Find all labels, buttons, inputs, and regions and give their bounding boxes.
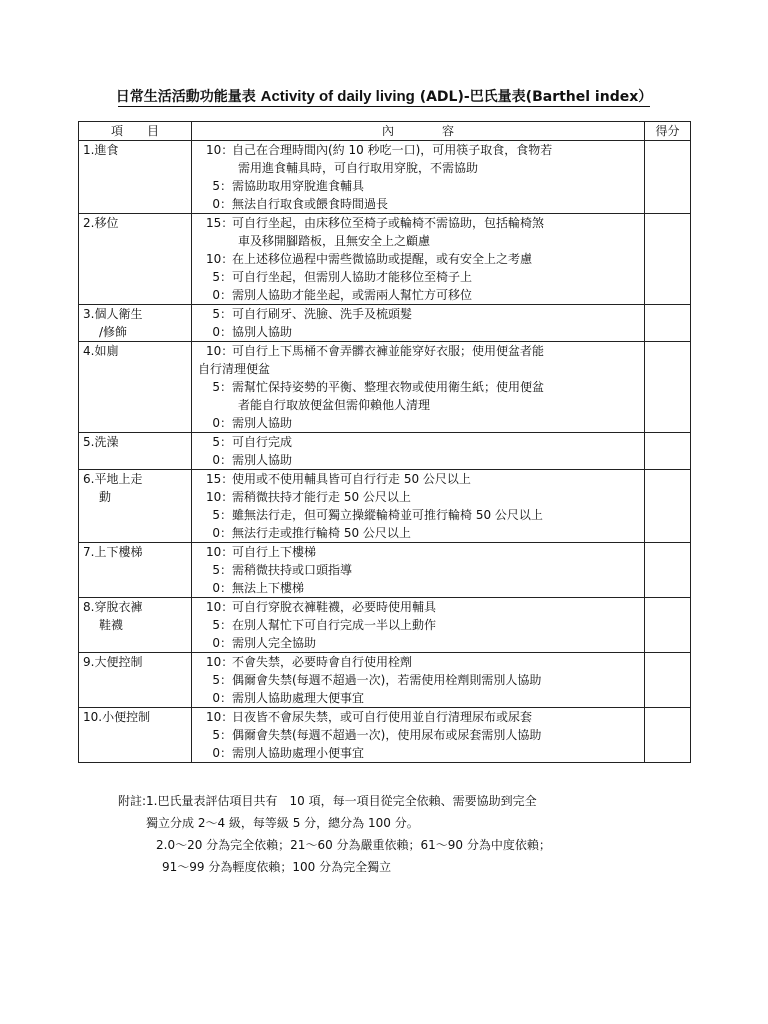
option-line	[206, 378, 644, 396]
option-continuation: 者能自行取放便盆但需仰賴他人清理	[238, 398, 431, 412]
option-line	[206, 598, 644, 616]
table-row	[79, 708, 691, 763]
option-score: 10：	[206, 710, 234, 724]
option-line	[206, 579, 644, 597]
note-line: 91～99 分為輕度依賴；100 分為完全獨立	[162, 860, 392, 874]
option-line	[206, 689, 644, 707]
item-cell	[79, 708, 192, 763]
score-cell[interactable]	[645, 342, 691, 433]
item-label: 2.移位	[83, 216, 119, 230]
option-line	[206, 470, 644, 488]
option-text: 偶爾會失禁(每週不超過一次)，若需使用栓劑則需別人協助	[232, 673, 542, 687]
option-continuation: 自行清理便盆	[198, 362, 271, 376]
option-score: 5：	[212, 380, 232, 394]
option-score: 0：	[212, 453, 232, 467]
item-label: 5.洗澡	[83, 435, 119, 449]
item-label: 3.個人衛生	[83, 307, 143, 321]
option-score: 5：	[212, 728, 232, 742]
option-line	[206, 708, 644, 726]
content-cell	[192, 653, 645, 708]
option-text: 可自行穿脫衣褲鞋襪，必要時使用輔具	[232, 600, 437, 614]
option-score: 5：	[212, 618, 232, 632]
option-text: 需別人協助	[232, 453, 293, 467]
option-text: 協別人協助	[232, 325, 293, 339]
option-score: 10：	[206, 655, 234, 669]
option-line	[206, 726, 644, 744]
option-score: 5：	[212, 435, 232, 449]
option-text: 日夜皆不會尿失禁，或可自行使用並自行清理尿布或尿套	[232, 710, 533, 724]
option-line	[206, 451, 644, 469]
table-row	[79, 470, 691, 543]
content-cell	[192, 598, 645, 653]
option-score: 0：	[212, 416, 232, 430]
option-text: 在別人幫忙下可自行完成一半以上動作	[232, 618, 437, 632]
option-text: 無法自行取食或餵食時間過長	[232, 197, 389, 211]
title-underline	[118, 106, 650, 107]
option-text: 需別人協助處理小便事宜	[232, 746, 365, 760]
option-text: 無法行走或推行輪椅 50 公尺以上	[232, 526, 411, 540]
option-text: 使用或不使用輔具皆可自行行走 50 公尺以上	[232, 472, 471, 486]
item-cell	[79, 598, 192, 653]
option-line	[206, 414, 644, 432]
option-text: 可自行刷牙、洗臉、洗手及梳頭髮	[232, 307, 413, 321]
item-cell	[79, 433, 192, 470]
option-line	[206, 671, 644, 689]
score-cell[interactable]	[645, 214, 691, 305]
header-content: 內 容	[192, 122, 645, 141]
option-text: 需稍微扶持或口頭指導	[232, 563, 353, 577]
page-title	[0, 86, 768, 106]
item-cell	[79, 141, 192, 214]
option-text: 不會失禁，必要時會自行使用栓劑	[232, 655, 413, 669]
content-cell	[192, 543, 645, 598]
option-text: 需別人協助才能坐起，或需兩人幫忙方可移位	[232, 288, 473, 302]
option-line	[206, 524, 644, 542]
table-row	[79, 433, 691, 470]
option-score: 10：	[206, 252, 234, 266]
table-body	[79, 141, 691, 763]
option-line	[206, 488, 644, 506]
item-label: 6.平地上走	[83, 472, 143, 486]
option-line	[206, 543, 644, 561]
option-line	[206, 214, 644, 232]
option-text: 需稍微扶持才能行走 50 公尺以上	[232, 490, 411, 504]
option-line	[206, 616, 644, 634]
item-cell	[79, 543, 192, 598]
item-cell	[79, 342, 192, 433]
option-continuation: 車及移開腳踏板，且無安全上之顧慮	[238, 234, 431, 248]
score-cell[interactable]	[645, 653, 691, 708]
option-score: 10：	[206, 143, 234, 157]
option-score: 10：	[206, 344, 234, 358]
option-line	[206, 323, 644, 341]
header-item: 項 目	[79, 122, 192, 141]
item-label: 4.如廁	[83, 344, 119, 358]
item-cell	[79, 470, 192, 543]
note-line: 獨立分成 2～4 級，每等級 5 分，總分為 100 分。	[146, 816, 419, 830]
option-score: 5：	[212, 179, 232, 193]
note-line: 2.0～20 分為完全依賴；21～60 分為嚴重依賴；61～90 分為中度依賴；	[156, 838, 551, 852]
option-score: 15：	[206, 216, 234, 230]
option-line	[206, 506, 644, 524]
option-line	[206, 177, 644, 195]
option-score: 5：	[212, 508, 232, 522]
item-label: 9.大便控制	[83, 655, 143, 669]
title-en: Activity of daily living	[260, 88, 415, 105]
item-label: 1.進食	[83, 143, 119, 157]
content-cell	[192, 433, 645, 470]
content-cell	[192, 141, 645, 214]
score-cell[interactable]	[645, 708, 691, 763]
option-text: 可自行坐起，由床移位至椅子或輪椅不需協助，包括輪椅煞	[232, 216, 545, 230]
option-score: 10：	[206, 600, 234, 614]
content-cell	[192, 305, 645, 342]
option-line	[206, 195, 644, 213]
option-line	[206, 342, 644, 360]
table-row	[79, 543, 691, 598]
option-score: 0：	[212, 636, 232, 650]
option-text: 自己在合理時間內(約 10 秒吃一口)，可用筷子取食，食物若	[232, 143, 553, 157]
option-score: 10：	[206, 490, 234, 504]
option-text: 可自行完成	[232, 435, 293, 449]
table-row	[79, 305, 691, 342]
table-row	[79, 598, 691, 653]
item-label: 鞋襪	[99, 618, 124, 632]
option-score: 5：	[212, 307, 232, 321]
item-label: 7.上下樓梯	[83, 545, 143, 559]
option-text: 在上述移位過程中需些微協助或提醒，或有安全上之考慮	[232, 252, 533, 266]
option-score: 5：	[212, 270, 232, 284]
option-text: 需別人完全協助	[232, 636, 317, 650]
option-score: 0：	[212, 691, 232, 705]
score-cell[interactable]	[645, 305, 691, 342]
title-suffix: (ADL)-巴氏量表(Barthel index）	[419, 89, 653, 105]
option-score: 0：	[212, 746, 232, 760]
option-text: 需別人協助處理大便事宜	[232, 691, 365, 705]
option-line	[206, 634, 644, 652]
option-score: 0：	[212, 325, 232, 339]
option-line	[206, 268, 644, 286]
option-line	[206, 250, 644, 268]
option-text: 雖無法行走，但可獨立操縱輪椅並可推行輪椅 50 公尺以上	[232, 508, 543, 522]
option-line	[206, 561, 644, 579]
option-score: 5：	[212, 563, 232, 577]
table-header-row	[79, 122, 691, 141]
option-line	[206, 653, 644, 671]
option-line	[206, 305, 644, 323]
option-line	[206, 286, 644, 304]
option-line	[206, 433, 644, 451]
note-line: 附註:1.巴氏量表評估項目共有 10 項，每一項目從完全依賴、需要協助到完全	[118, 794, 537, 808]
item-label: 8.穿脫衣褲	[83, 600, 143, 614]
option-continuation: 需用進食輔具時，可自行取用穿脫，不需協助	[238, 161, 479, 175]
option-score: 0：	[212, 581, 232, 595]
adl-table	[78, 121, 691, 763]
item-label: /修飾	[99, 325, 128, 339]
content-cell	[192, 342, 645, 433]
option-score: 15：	[206, 472, 234, 486]
option-score: 0：	[212, 288, 232, 302]
option-text: 偶爾會失禁(每週不超過一次)，使用尿布或尿套需別人協助	[232, 728, 542, 742]
option-text: 無法上下樓梯	[232, 581, 305, 595]
item-cell	[79, 214, 192, 305]
item-label: 10.小便控制	[83, 710, 151, 724]
score-cell[interactable]	[645, 543, 691, 598]
option-text: 需別人協助	[232, 416, 293, 430]
content-cell	[192, 470, 645, 543]
score-cell[interactable]	[645, 598, 691, 653]
option-score: 10：	[206, 545, 234, 559]
score-cell[interactable]	[645, 433, 691, 470]
option-text: 可自行上下樓梯	[232, 545, 317, 559]
option-score: 0：	[212, 197, 232, 211]
title-zh: 日常生活活動功能量表	[115, 89, 256, 105]
option-score: 0：	[212, 526, 232, 540]
option-score: 5：	[212, 673, 232, 687]
item-label: 動	[99, 490, 112, 504]
item-cell	[79, 305, 192, 342]
table-row	[79, 214, 691, 305]
option-line	[206, 744, 644, 762]
table-row	[79, 141, 691, 214]
option-line	[206, 141, 644, 159]
option-text: 需協助取用穿脫進食輔具	[232, 179, 365, 193]
content-cell	[192, 708, 645, 763]
item-cell	[79, 653, 192, 708]
score-cell[interactable]	[645, 470, 691, 543]
option-text: 可自行上下馬桶不會弄髒衣褲並能穿好衣服；使用便盆者能	[232, 344, 545, 358]
option-text: 需幫忙保持姿勢的平衡、整理衣物或使用衛生紙；使用便盆	[232, 380, 545, 394]
content-cell	[192, 214, 645, 305]
option-text: 可自行坐起，但需別人協助才能移位至椅子上	[232, 270, 473, 284]
table-row	[79, 342, 691, 433]
header-score: 得分	[645, 122, 691, 141]
score-cell[interactable]	[645, 141, 691, 214]
footnotes	[118, 790, 678, 878]
table-row	[79, 653, 691, 708]
